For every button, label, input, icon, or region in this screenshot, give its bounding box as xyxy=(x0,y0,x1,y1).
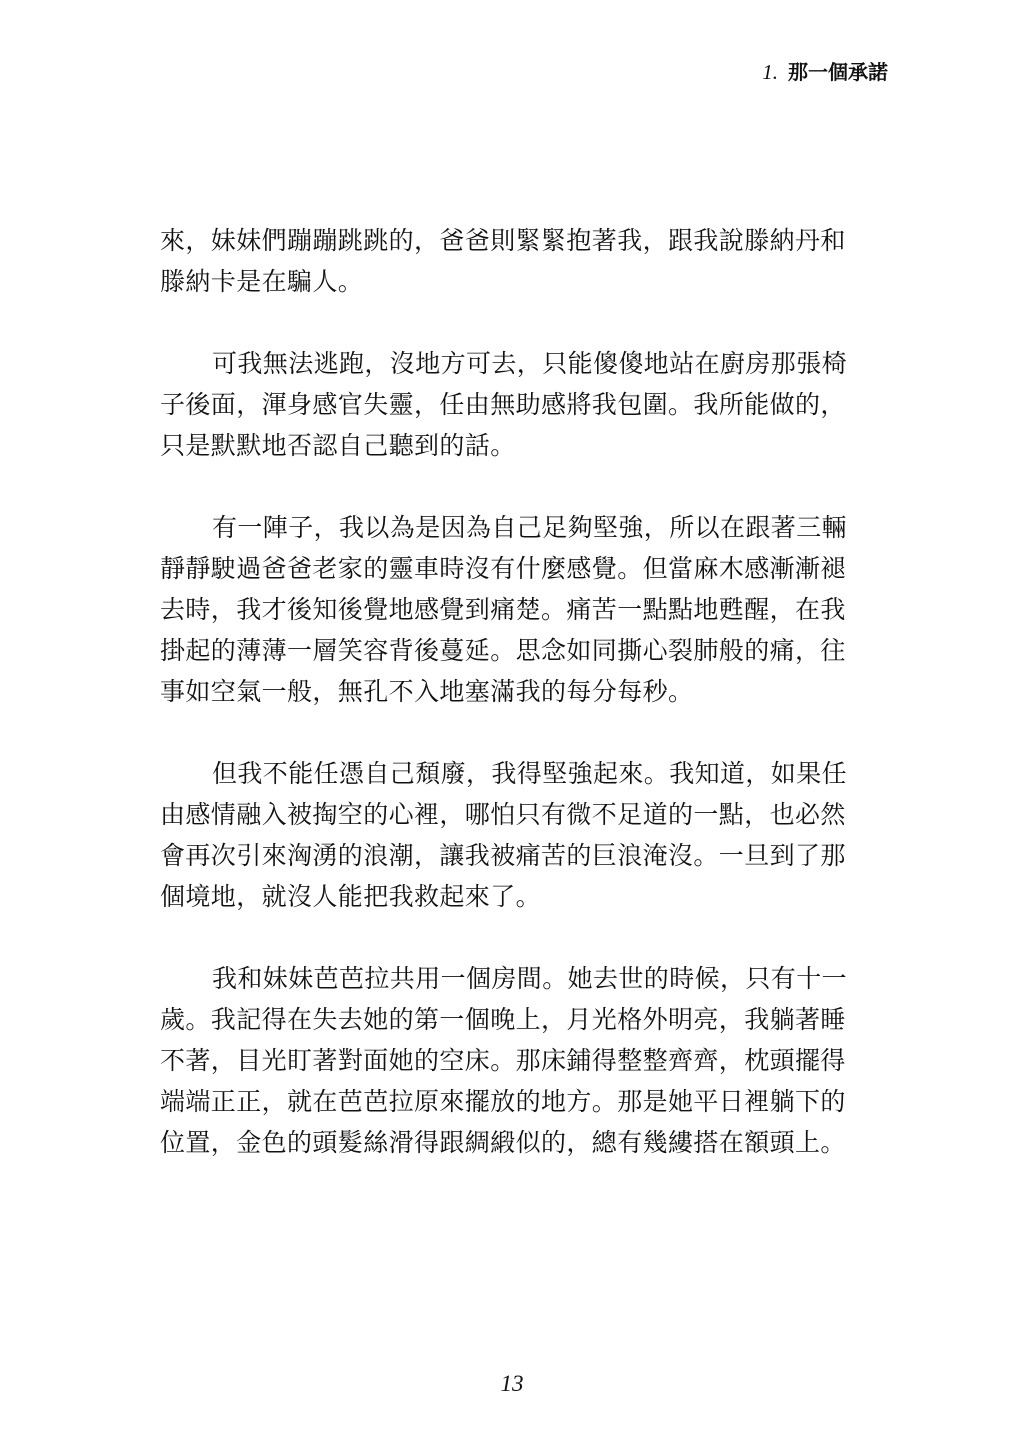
paragraph xyxy=(160,753,886,917)
page-number: 13 xyxy=(500,1371,524,1396)
text-line: 有一陣子，我以為是因為自己足夠堅強，所以在跟著三輛 xyxy=(212,513,848,542)
chapter-number: 1. xyxy=(762,60,778,84)
text-line: 來，妹妹們蹦蹦跳跳的，爸爸則緊緊抱著我，跟我說滕納丹和 xyxy=(160,226,846,255)
text-line: 歲。我記得在失去她的第一個晚上，月光格外明亮，我躺著睡 xyxy=(160,1005,846,1034)
text-line: 但我不能任憑自己頹廢，我得堅強起來。我知道，如果任 xyxy=(212,759,848,788)
paragraph xyxy=(160,958,886,1163)
chapter-title: 那一個承諾 xyxy=(788,60,888,84)
text-line: 可我無法逃跑，沒地方可去，只能傻傻地站在廚房那張椅 xyxy=(212,349,848,378)
text-line: 由感情融入被掏空的心裡，哪怕只有微不足道的一點，也必然 xyxy=(160,800,846,829)
text-line: 滕納卡是在騙人。 xyxy=(160,267,364,296)
text-line: 掛起的薄薄一層笑容背後蔓延。思念如同撕心裂肺般的痛，往 xyxy=(160,636,846,665)
body-text xyxy=(160,220,886,1204)
text-line: 只是默默地否認自己聽到的話。 xyxy=(160,431,516,460)
text-line: 去時，我才後知後覺地感覺到痛楚。痛苦一點點地甦醒，在我 xyxy=(160,595,846,624)
paragraph xyxy=(160,507,886,712)
paragraph xyxy=(160,220,886,302)
running-header xyxy=(762,56,888,88)
text-line: 我和妹妹芭芭拉共用一個房間。她去世的時候，只有十一 xyxy=(212,964,848,993)
text-line: 事如空氣一般，無孔不入地塞滿我的每分每秒。 xyxy=(160,677,694,706)
paragraph xyxy=(160,343,886,466)
text-line: 會再次引來洶湧的浪潮，讓我被痛苦的巨浪淹沒。一旦到了那 xyxy=(160,841,846,870)
text-line: 位置，金色的頭髮絲滑得跟綢緞似的，總有幾縷搭在額頭上。 xyxy=(160,1128,846,1157)
text-line: 不著，目光盯著對面她的空床。那床鋪得整整齊齊，枕頭擺得 xyxy=(160,1046,846,1075)
text-line: 靜靜駛過爸爸老家的靈車時沒有什麼感覺。但當麻木感漸漸褪 xyxy=(160,554,846,583)
text-line: 個境地，就沒人能把我救起來了。 xyxy=(160,882,542,911)
text-line: 端端正正，就在芭芭拉原來擺放的地方。那是她平日裡躺下的 xyxy=(160,1087,846,1116)
text-line: 子後面，渾身感官失靈，任由無助感將我包圍。我所能做的， xyxy=(160,390,846,419)
